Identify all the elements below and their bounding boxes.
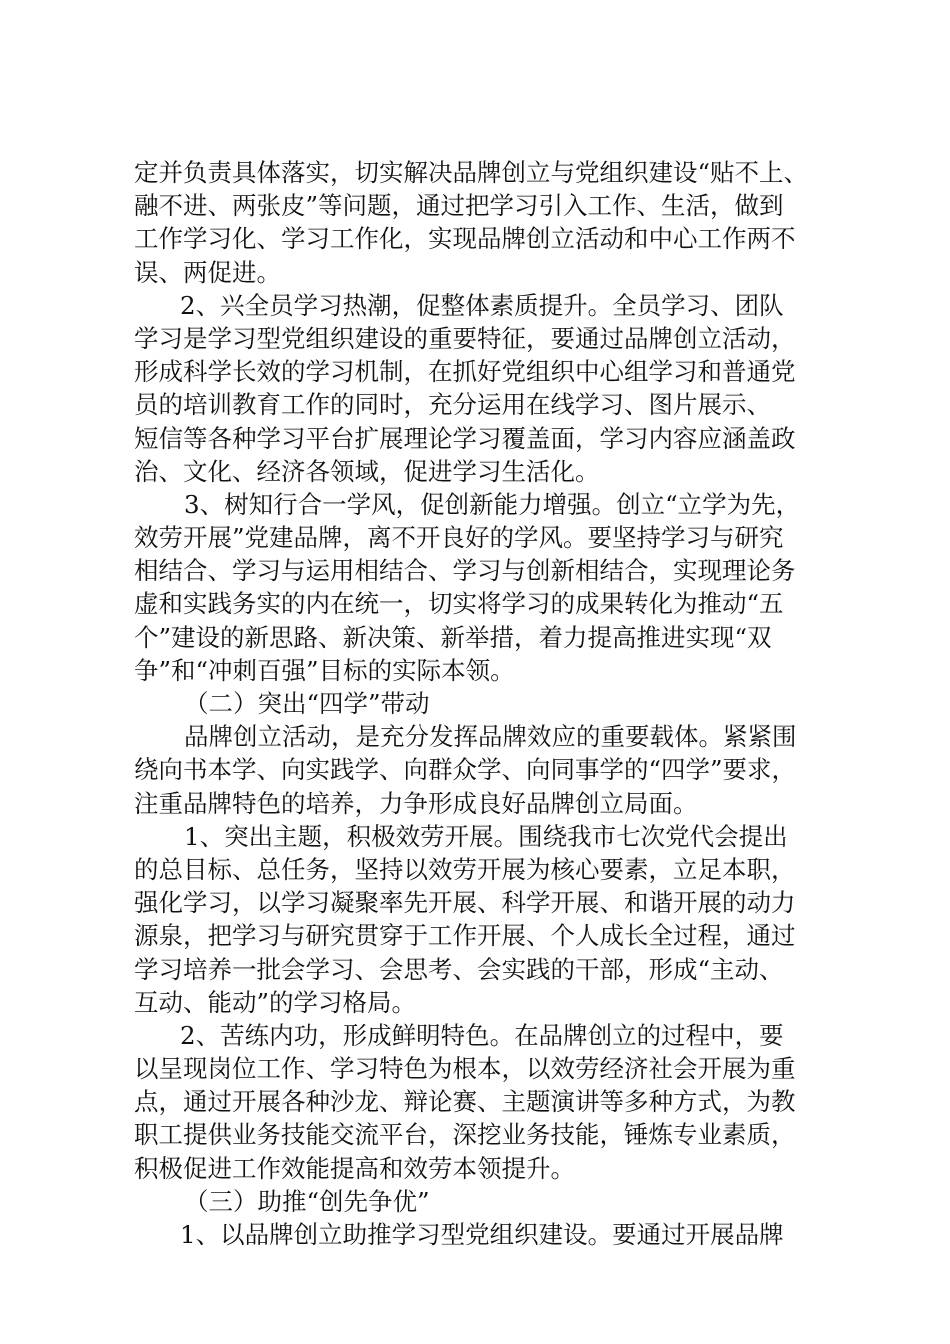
text-line: 员的培训教育工作的同时，充分运用在线学习、图片展示、	[134, 390, 771, 420]
text-line: 工作学习化、学习工作化，实现品牌创立活动和中心工作两不	[134, 224, 796, 254]
text-line: 绕向书本学、向实践学、向群众学、向同事学的“四学”要求，	[134, 755, 797, 785]
text-line: 误、两促进。	[134, 257, 281, 287]
document-body	[134, 156, 834, 1251]
text-line: 的总目标、总任务，坚持以效劳开展为核心要素，立足本职，	[134, 854, 796, 884]
text-line: 职工提供业务技能交流平台，深挖业务技能，锤炼专业素质，	[134, 1120, 796, 1150]
text-line: 点，通过开展各种沙龙、辩论赛、主题演讲等多种方式，为教	[134, 1087, 796, 1117]
text-line: 争”和“冲刺百强”目标的实际本领。	[134, 655, 515, 685]
text-line: 注重品牌特色的培养，力争形成良好品牌创立局面。	[134, 788, 698, 818]
paragraph-start-line: 2、兴全员学习热潮，促整体素质提升。全员学习、团队	[180, 290, 784, 320]
section-heading: （三）助推“创先争优”	[184, 1186, 430, 1216]
text-line: 短信等各种学习平台扩展理论学习覆盖面，学习内容应涵盖政	[134, 423, 796, 453]
text-line: 融不进、两张皮”等问题，通过把学习引入工作、生活，做到	[134, 191, 784, 221]
paragraph-start-line: 2、苦练内功，形成鲜明特色。在品牌创立的过程中，要	[180, 1020, 784, 1050]
text-line: 源泉，把学习与研究贯穿于工作开展、个人成长全过程，通过	[134, 921, 796, 951]
text-line: 互动、能动”的学习格局。	[134, 987, 417, 1017]
text-line: 形成科学长效的学习机制，在抓好党组织中心组学习和普通党	[134, 357, 796, 387]
text-line: 个”建设的新思路、新决策、新举措，着力提高推进实现“双	[134, 622, 772, 652]
text-line: 定并负责具体落实，切实解决品牌创立与党组织建设“贴不上、	[134, 158, 809, 187]
text-line: 效劳开展”党建品牌，离不开良好的学风。要坚持学习与研究	[134, 523, 784, 553]
section-heading: （二）突出“四学”带动	[184, 689, 430, 718]
text-line: 相结合、学习与运用相结合、学习与创新相结合，实现理论务	[134, 556, 796, 586]
text-line: 强化学习，以学习凝聚率先开展、科学开展、和谐开展的动力	[134, 888, 796, 918]
paragraph-start-line: 1、以品牌创立助推学习型党组织建设。要通过开展品牌	[180, 1220, 784, 1249]
text-line: 学习培养一批会学习、会思考、会实践的干部，形成“主动、	[134, 954, 784, 984]
text-line: 治、文化、经济各领域，促进学习生活化。	[134, 456, 600, 486]
text-line: 学习是学习型党组织建设的重要特征，要通过品牌创立活动，	[134, 323, 796, 353]
paragraph-start-line: 3、树知行合一学风，促创新能力增强。创立“立学为先，	[184, 489, 801, 519]
text-line: 以呈现岗位工作、学习特色为根本，以效劳经济社会开展为重	[134, 1054, 796, 1084]
text-line: 虚和实践务实的内在统一，切实将学习的成果转化为推动“五	[134, 589, 784, 619]
paragraph-start-line: 1、突出主题，积极效劳开展。围绕我市七次党代会提出	[184, 821, 788, 851]
paragraph-start-line: 品牌创立活动，是充分发挥品牌效应的重要载体。紧紧围	[184, 722, 797, 752]
text-line: 积极促进工作效能提高和效劳本领提升。	[134, 1153, 575, 1183]
